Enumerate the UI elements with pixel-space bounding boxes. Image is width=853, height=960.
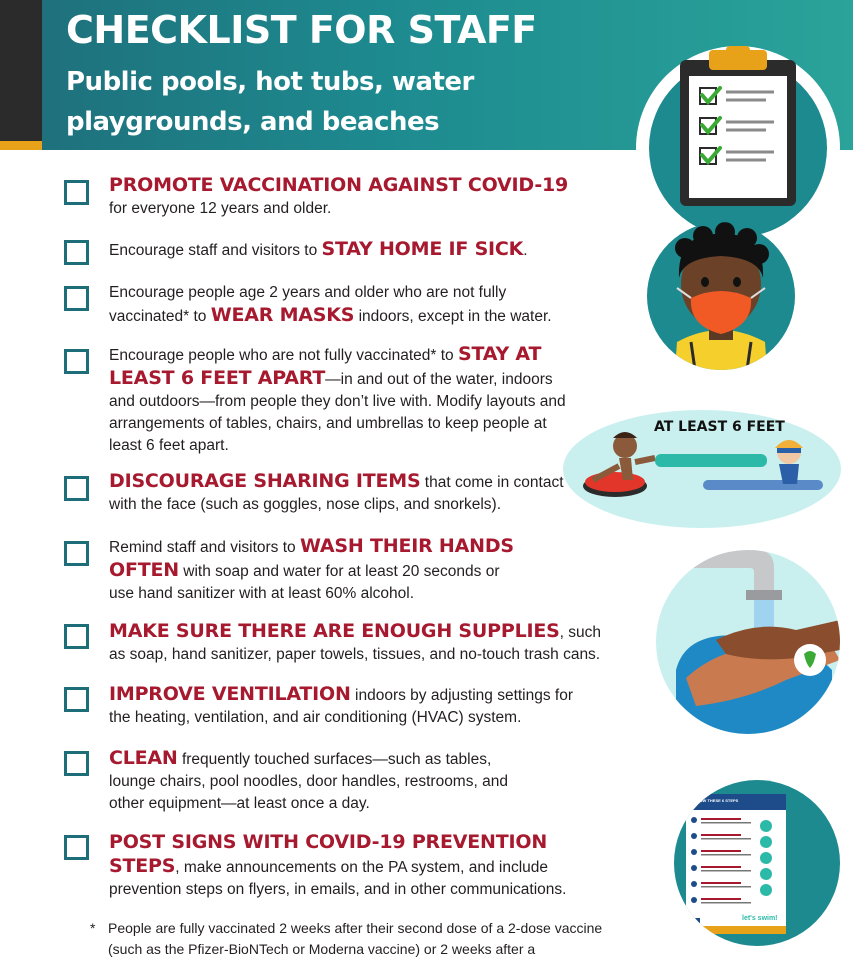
clipboard-illustration	[636, 46, 840, 250]
item-highlight: MAKE SURE THERE ARE ENOUGH SUPPLIES	[109, 620, 560, 642]
checkbox[interactable]	[64, 541, 89, 566]
page-title: CHECKLIST FOR STAFF	[66, 8, 537, 52]
checkbox[interactable]	[64, 687, 89, 712]
masked-person-illustration	[647, 222, 795, 370]
flyer-illustration	[674, 780, 840, 946]
item-text	[109, 470, 584, 516]
item-highlight: DISCOURAGE SHARING ITEMS	[109, 470, 421, 492]
checkbox[interactable]	[64, 180, 89, 205]
item-text	[109, 174, 579, 220]
page-subtitle: Public pools, hot tubs, water playgrounds, and beaches	[66, 67, 474, 137]
checkbox[interactable]	[64, 349, 89, 374]
six-feet-label: AT LEAST 6 FEET	[654, 419, 785, 435]
item-before: Encourage staff and visitors to	[109, 242, 322, 259]
item-after: for everyone 12 years and older.	[109, 200, 332, 217]
item-highlight: WEAR MASKS	[210, 304, 355, 326]
checkbox[interactable]	[64, 240, 89, 265]
handwashing-icon	[656, 550, 840, 734]
clipboard-icon	[636, 46, 840, 250]
checkbox[interactable]	[64, 835, 89, 860]
checkbox[interactable]	[64, 476, 89, 501]
item-text	[109, 343, 569, 457]
swimmers-icon	[563, 410, 841, 528]
footnote	[90, 918, 618, 960]
checkbox[interactable]	[64, 286, 89, 311]
item-after: —in and out of the water, indoors and outdoors—from people they don’t live with. Modify layouts and arrangements of tables, chairs, and umbrellas to keep people at least 6 feet apart.	[109, 371, 566, 454]
item-after: that come in contact with the face (such as goggles, nose clips, and snorkels).	[109, 474, 564, 513]
item-before: Encourage people age 2 years and older who are not fully vaccinated* to	[109, 284, 507, 325]
item-highlight: POST SIGNS WITH COVID-19 PREVENTION STEPS	[109, 831, 548, 877]
item-after: , make announcements on the PA system, and include prevention steps on flyers, in emails, and in other communications.	[109, 859, 567, 898]
item-highlight: PROMOTE VACCINATION AGAINST COVID-19	[109, 174, 569, 196]
footnote-star: *	[90, 920, 96, 936]
item-text	[109, 620, 604, 666]
header-gold-accent	[0, 141, 42, 150]
item-text	[109, 238, 589, 262]
item-highlight: STAY HOME IF SICK	[321, 238, 524, 260]
flyer-title: FOLLOW THESE 6 STEPS	[689, 798, 739, 803]
handwashing-illustration	[656, 550, 840, 734]
item-text	[109, 683, 579, 729]
item-text	[109, 831, 604, 901]
item-after: with soap and water for at least 20 seconds or use hand sanitizer with at least 60% alcohol.	[109, 563, 500, 602]
checkbox[interactable]	[64, 624, 89, 649]
item-before: Encourage people who are not fully vaccinated* to	[109, 347, 458, 364]
item-after: .	[523, 242, 528, 259]
item-text	[109, 535, 519, 605]
flyer-brand: let's swim!	[742, 915, 778, 922]
item-after: indoors, except in the water.	[354, 308, 552, 325]
item-highlight: IMPROVE VENTILATION	[109, 683, 351, 705]
person-mask-icon	[647, 222, 795, 370]
item-text	[109, 282, 574, 328]
item-highlight: STAY AT LEAST 6 FEET APART	[109, 343, 542, 389]
item-text	[109, 747, 529, 815]
item-after: frequently touched surfaces—such as tables, lounge chairs, pool noodles, door handles, restrooms, and other equipment—at least once a day.	[109, 751, 508, 812]
footnote-text: People are fully vaccinated 2 weeks after their second dose of a 2-dose vaccine (such as the Pfizer-BioNTech or Moderna vaccine) or 2 weeks after a	[108, 920, 603, 957]
item-before: Remind staff and visitors to	[109, 539, 300, 556]
item-after: indoors by adjusting settings for the heating, ventilation, and air conditioning (HVAC) system.	[109, 687, 574, 726]
item-highlight: WASH THEIR HANDS OFTEN	[109, 535, 514, 581]
checkbox[interactable]	[64, 751, 89, 776]
six-feet-illustration	[563, 410, 841, 528]
header-dark-strip	[0, 0, 42, 150]
item-after: , such as soap, hand sanitizer, paper towels, tissues, and no-touch trash cans.	[109, 624, 601, 663]
item-highlight: CLEAN	[109, 747, 178, 769]
